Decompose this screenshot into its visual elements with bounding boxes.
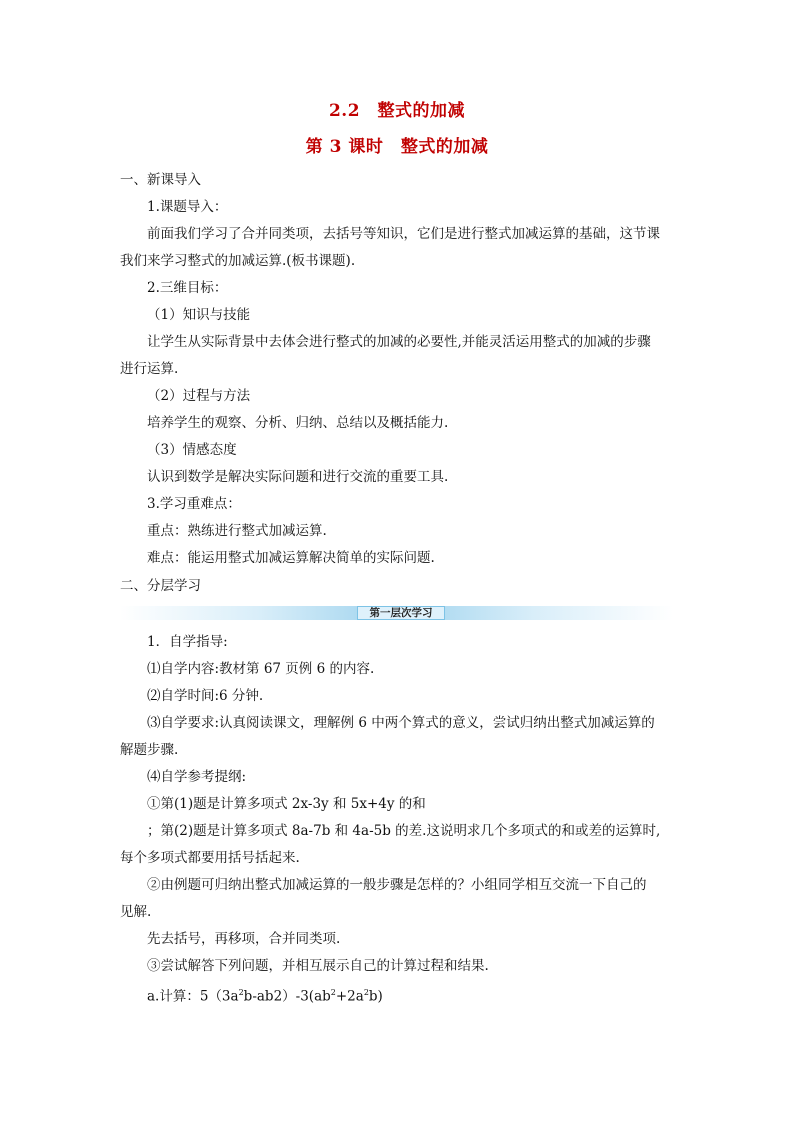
section-heading-intro: 一、新课导入 [120, 172, 201, 188]
question1-line3: 每个多项式都要用括号括起来. [120, 850, 300, 866]
self-study-time: ⑵自学时间:6 分钟. [147, 688, 264, 704]
item-key-points-label: 3.学习重难点： [147, 496, 241, 512]
goal-process-text: 培养学生的观察、分析、归纳、总结以及概括能力. [147, 415, 449, 431]
goal-process-label: （2）过程与方法 [147, 388, 251, 404]
page-title: 2.2 整式的加减 [328, 101, 466, 121]
item-goals-label: 2.三维目标： [147, 280, 228, 296]
question3-text: ③尝试解答下列问题，并相互展示自己的计算过程和结果. [147, 958, 489, 974]
paragraph-intro-line2: 我们来学习整式的加减运算.(板书课题). [120, 253, 356, 269]
question2-answer: 先去括号，再移项，合并同类项. [147, 931, 341, 947]
goal-knowledge-text-line1: 让学生从实际背景中去体会进行整式的加减的必要性,并能灵活运用整式的加减的步骤 [147, 334, 651, 350]
goal-attitude-text: 认识到数学是解决实际问题和进行交流的重要工具. [147, 469, 449, 485]
self-study-requirement-line1: ⑶自学要求:认真阅读课文，理解例 6 中两个算式的意义，尝试归纳出整式加减运算的 [147, 715, 655, 731]
question2-line2: 见解. [120, 904, 152, 920]
calculation-expression-part: b) [368, 988, 383, 1005]
difficult-point-text: 难点：能运用整式加减运算解决简单的实际问题. [147, 550, 435, 566]
goal-knowledge-text-line2: 进行运算. [120, 361, 179, 377]
self-study-content: ⑴自学内容:教材第 67 页例 6 的内容. [147, 661, 375, 677]
calculation-expression-part: 5（3a [199, 988, 239, 1005]
self-study-outline-label: ⑷自学参考提纲: [147, 769, 247, 785]
calculation-exponent: 2 [330, 988, 336, 997]
question1-line1: ①第(1)题是计算多项式 2x-3y 和 5x+4y 的和 [147, 796, 426, 812]
level-banner-label: 第一层次学习 [357, 606, 445, 620]
item-topic-intro-label: 1.课题导入： [147, 199, 228, 215]
calculation-exponent: 2 [363, 988, 369, 997]
key-point-text: 重点：熟练进行整式加减运算. [147, 523, 327, 539]
calculation-prefix: a.计算： [147, 988, 200, 1005]
page-subtitle: 第 3 课时 整式的加减 [305, 137, 489, 157]
goal-knowledge-label: （1）知识与技能 [147, 307, 251, 323]
goal-attitude-label: （3）情感态度 [147, 442, 237, 458]
calculation-exponent: 2 [238, 988, 244, 997]
calculation-expression-part: +2a [335, 988, 364, 1005]
self-study-requirement-line2: 解题步骤. [120, 742, 179, 758]
section-heading-layered: 二、分层学习 [120, 578, 201, 594]
paragraph-intro-line1: 前面我们学习了合并同类项，去括号等知识，它们是进行整式加减运算的基础，这节课 [147, 226, 660, 242]
calculation-expression-part: b-ab2）-3(ab [243, 988, 331, 1005]
question1-line2: ；第(2)题是计算多项式 8a-7b 和 4a-5b 的差.这说明求几个多项式的和或差的运算时, [147, 823, 661, 839]
question2-line1: ②由例题可归纳出整式加减运算的一般步骤是怎样的？小组同学相互交流一下自己的 [147, 877, 647, 893]
calculation-line [147, 983, 383, 1007]
self-study-guide-label: 1．自学指导: [147, 634, 228, 650]
